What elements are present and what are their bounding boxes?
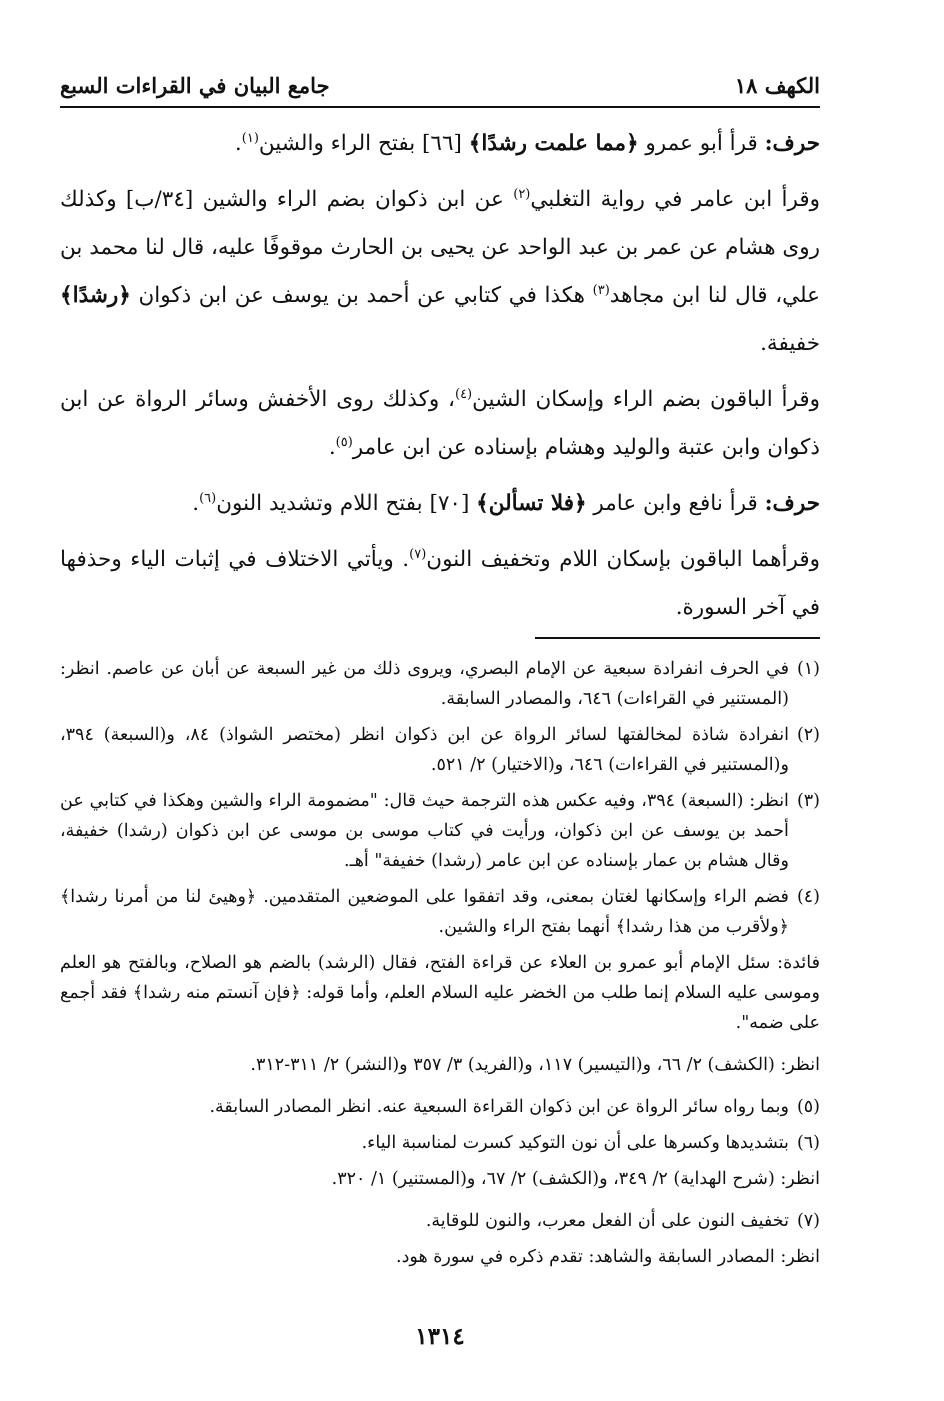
footnote-ref[interactable]: (٣) [592, 282, 610, 298]
footnote-reference: انظر: (الكشف) ٢/ ٦٦، و(التيسير) ١١٧، و(الفريد) ٣/ ٣٥٧ و(النشر) ٢/ ٣١١-٣١٢. [250, 1055, 820, 1075]
book-page [60, 60, 820, 1380]
paragraph [60, 480, 820, 528]
footnote-number: (٧) [796, 1211, 820, 1231]
footnote-ref[interactable]: (٤) [454, 386, 473, 402]
header-surah: الكهف ١٨ [734, 72, 820, 98]
footnote-text: فضم الراء وإسكانها لغتان بمعنى، وقد اتفقوا على الموضعين المتقدمين. ﴿وهيئ لنا من أمرنا رشدا﴾ ﴿ولأقرب من هذا رشدا﴾ أنهما بفتح الراء والشين. [60, 887, 789, 937]
footnote-text: في الحرف انفرادة سبعية عن الإمام البصري، ويروى ذلك من غير السبعة عن أبان عن عاصم. انظر: (المستنير في القراءات) ٦٤٦، والمصادر السابقة. [60, 659, 789, 709]
paragraph [60, 536, 820, 632]
footnote [60, 654, 820, 714]
footnote-number: (٣) [796, 791, 820, 811]
text-run: عن ابن ذكوان بضم الراء والشين [٣٤/ب] وكذلك روى هشام عن عمر بن عبد الواحد عن يحيى بن الحارث موقوفًا عليه، قال لنا محمد بن علي، قال لنا ابن مجاهد [60, 187, 821, 308]
paragraph [60, 120, 820, 168]
running-header [60, 70, 820, 100]
footnote-note: فائدة: سئل الإمام أبو عمرو بن العلاء عن قراءة الفتح، فقال (الرشد) بالضم هو الصلاح، وبالفتح هو العلم وموسى عليه السلام إنما طلب من الخضر عليه السلام العلم، وأما قوله: ﴿فإن آنستم منه رشدا﴾ فقد أجمع على ضمه". [60, 953, 820, 1033]
harf-label: حرف: [764, 131, 820, 156]
footnote [60, 786, 820, 876]
text-run: . ويأتي الاختلاف في إثبات الياء وحذفها في آخر السورة. [60, 547, 820, 620]
footnote [60, 1128, 820, 1158]
footnote-number: (٦) [796, 1133, 820, 1153]
text-run: . [234, 131, 242, 156]
footnote-reference: انظر: المصادر السابقة والشاهد: تقدم ذكره في سورة هود. [396, 1247, 820, 1267]
text-run: [٧٠] بفتح اللام وتشديد النون [216, 491, 477, 516]
footnotes [60, 654, 820, 1284]
footnote-number: (٥) [796, 1097, 820, 1117]
footnote-text: انظر: (السبعة) ٣٩٤، وفيه عكس هذه الترجمة حيث قال: "مضمومة الراء والشين وهكذا في كتابي عن أحمد بن يوسف عن ابن ذكوان، ورأيت في كتاب موسى بن موسى عن ابن ذكوان (رشدا) خفيفة، وقال هشام بن عمار بإسناده عن ابن عامر (رشدا) خفيفة" أهـ. [60, 791, 789, 871]
text-run: وقرأهما الباقون بإسكان اللام وتخفيف النون [426, 547, 821, 572]
text-run: . [328, 435, 336, 460]
footnote-number: (٤) [796, 887, 820, 907]
quran-quote: ﴿رشدًا﴾ [60, 283, 131, 308]
footnote [60, 882, 820, 942]
main-text [60, 120, 820, 640]
text-run: خفيفة. [760, 331, 820, 356]
footnote [60, 1092, 820, 1122]
paragraph [60, 176, 820, 368]
footnote-text: وبما رواه سائر الرواة عن ابن ذكوان القراءة السبعية عنه. انظر المصادر السابقة. [209, 1097, 789, 1117]
text-run: وقرأ ابن عامر في رواية التغلبي [530, 187, 821, 212]
header-rule [60, 106, 820, 108]
footnote-ref[interactable]: (٦) [199, 490, 217, 506]
footnote-separator [535, 637, 820, 639]
footnote-ref[interactable]: (١) [241, 130, 259, 146]
footnote [60, 720, 820, 780]
footnote-text: بتشديدها وكسرها على أن نون التوكيد كسرت لمناسبة الياء. [361, 1133, 789, 1153]
text-run: قرأ نافع وابن عامر [586, 491, 765, 516]
footnote [60, 1206, 820, 1236]
harf-label: حرف: [764, 491, 820, 516]
header-book-title: جامع البيان في القراءات السبع [60, 72, 330, 98]
text-run: . [192, 491, 200, 516]
text-run: وقرأ الباقون بضم الراء وإسكان الشين [472, 387, 820, 412]
footnote-ref[interactable]: (٧) [409, 546, 427, 562]
footnote-ref[interactable]: (٥) [335, 434, 353, 450]
page-number: ١٣١٤ [415, 1323, 465, 1350]
footnote-number: (٢) [796, 725, 820, 745]
text-run: قرأ أبو عمرو [638, 131, 765, 156]
quran-quote: ﴿فلا تسألن﴾ [476, 491, 587, 516]
footnote-reference: انظر: (شرح الهداية) ٢/ ٣٤٩، و(الكشف) ٢/ ٦٧، و(المستنير) ١/ ٣٢٠. [331, 1169, 820, 1189]
footnote-number: (١) [796, 659, 820, 679]
footnote-ref[interactable]: (٢) [513, 186, 531, 202]
text-run: هكذا في كتابي عن أحمد بن يوسف عن ابن ذكوان [130, 283, 593, 308]
footnote-text: تخفيف النون على أن الفعل معرب، والنون للوقاية. [425, 1211, 789, 1231]
quran-quote: ﴿مما علمت رشدًا﴾ [468, 131, 639, 156]
text-run: [٦٦] بفتح الراء والشين [258, 131, 469, 156]
paragraph [60, 376, 820, 472]
text-run: ، وكذلك روى الأخفش وسائر الرواة عن ابن ذكوان وابن عتبة والوليد وهشام بإسناده عن ابن عامر [60, 387, 820, 460]
footnote-text: انفرادة شاذة لمخالفتها لسائر الرواة عن ابن ذكوان انظر (مختصر الشواذ) ٨٤، و(السبعة) ٣٩٤، و(المستنير في القراءات) ٦٤٦، و(الاختيار) ٢/ ٥٢١. [60, 725, 789, 775]
